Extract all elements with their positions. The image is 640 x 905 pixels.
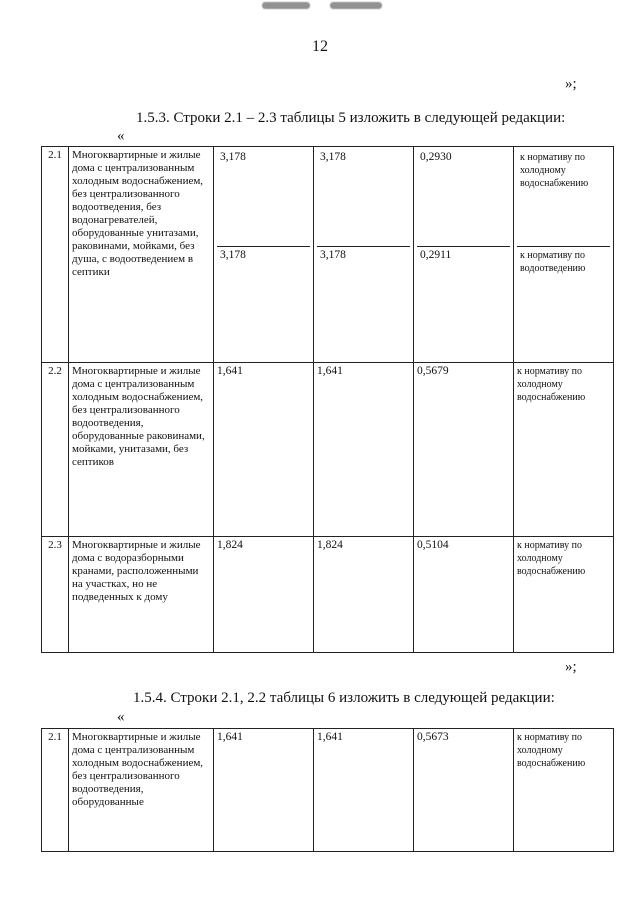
table-row (42, 729, 614, 852)
table-row (42, 537, 614, 653)
note-cell: к нормативу по холодному водоснабжению (514, 537, 614, 653)
amendment-table-6 (41, 728, 614, 852)
row-description: Многоквартирные и жилые дома с водоразборными кранами, расположенными на участках, но не подведенных к дому (69, 537, 214, 653)
row-number: 2.2 (42, 363, 69, 537)
page-number: 12 (312, 38, 328, 55)
row-description: Многоквартирные и жилые дома с централизованным холодным водоснабжением, без централизованного водоотведения, без водонагревателей, оборудованные унитазами, раковинами, мойками, без душа, с водоотведением в септики (69, 147, 214, 363)
row-number: 2.1 (42, 729, 69, 852)
value-cell: 0,5679 (414, 363, 514, 537)
value-cell: 1,641 (214, 363, 314, 537)
value-cell: 3,178 3,178 (314, 147, 414, 363)
closing-quote: »; (565, 659, 577, 675)
amendment-table-5 (41, 146, 614, 653)
value-cell: 1,641 (314, 363, 414, 537)
row-description: Многоквартирные и жилые дома с централизованным холодным водоснабжением, без централизованного водоотведения, оборудованные раковинами, мойками, унитазами, без септиков (69, 363, 214, 537)
section-heading-1-5-3: 1.5.3. Строки 2.1 – 2.3 таблицы 5 изложить в следующей редакции: (136, 110, 566, 126)
value-cell: 0,5104 (414, 537, 514, 653)
row-description: Многоквартирные и жилые дома с централизованным холодным водоснабжением, без централизованного водоотведения, оборудованные (69, 729, 214, 852)
value-cell: 3,178 3,178 (214, 147, 314, 363)
table-row (42, 147, 614, 363)
value-cell: 1,641 (214, 729, 314, 852)
value-cell: 0,5673 (414, 729, 514, 852)
note-cell: к нормативу по холодному водоснабжению к нормативу по водоотведению (514, 147, 614, 363)
scan-artifact (330, 2, 382, 9)
section-heading-1-5-4: 1.5.4. Строки 2.1, 2.2 таблицы 6 изложить в следующей редакции: (133, 690, 555, 706)
closing-quote: »; (565, 76, 577, 92)
note-cell: к нормативу по холодному водоснабжению (514, 363, 614, 537)
value-cell: 0,2930 0,2911 (414, 147, 514, 363)
row-number: 2.1 (42, 147, 69, 363)
row-number: 2.3 (42, 537, 69, 653)
value-cell: 1,824 (314, 537, 414, 653)
opening-quote: « (117, 128, 125, 144)
value-cell: 1,641 (314, 729, 414, 852)
opening-quote: « (117, 709, 125, 725)
value-cell: 1,824 (214, 537, 314, 653)
scan-artifact (262, 2, 310, 9)
note-cell: к нормативу по холодному водоснабжению (514, 729, 614, 852)
table-row (42, 363, 614, 537)
